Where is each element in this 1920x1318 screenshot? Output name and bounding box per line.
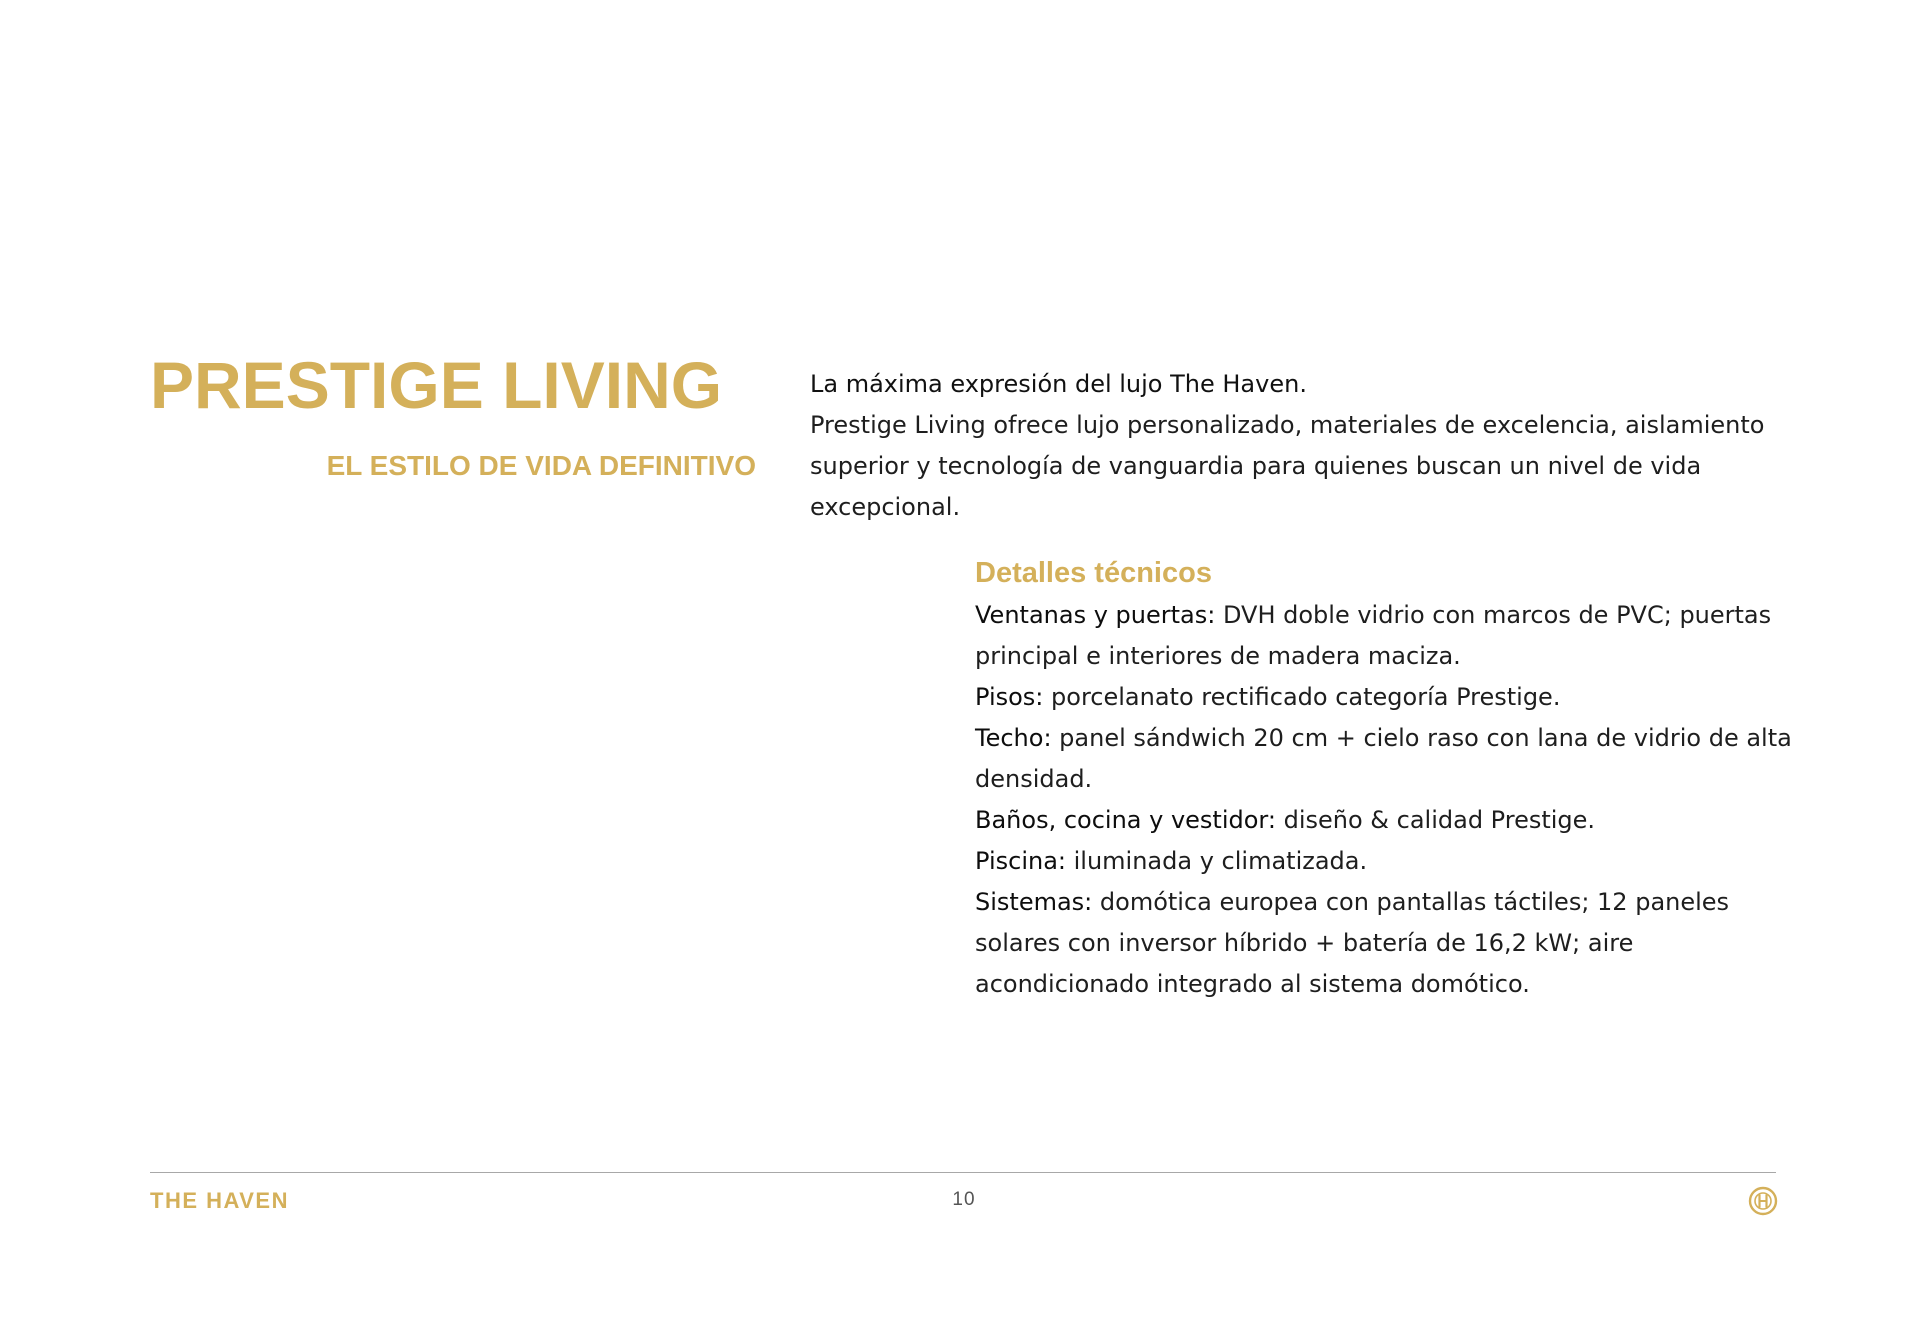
- detail-label: Sistemas:: [975, 888, 1093, 916]
- detail-text: panel sándwich 20 cm + cielo raso con lana de vidrio de alta densidad.: [975, 724, 1792, 793]
- detail-label: Techo:: [975, 724, 1052, 752]
- detail-text: diseño & calidad Prestige.: [1283, 806, 1596, 834]
- detail-item: [975, 677, 1795, 718]
- detail-item: [975, 718, 1795, 800]
- page-number: 10: [952, 1189, 976, 1210]
- detail-item: [975, 882, 1795, 1005]
- page-title: PRESTIGE LIVING: [150, 348, 723, 422]
- detail-text: iluminada y climatizada.: [1073, 847, 1368, 875]
- detail-label: Baños, cocina y vestidor:: [975, 806, 1276, 834]
- page-subtitle: EL ESTILO DE VIDA DEFINITIVO: [326, 450, 756, 481]
- footer-divider: [150, 1172, 1776, 1173]
- detail-item: [975, 595, 1795, 677]
- detail-label: Ventanas y puertas:: [975, 601, 1216, 629]
- detail-text: porcelanato rectificado categoría Prestige.: [1051, 683, 1561, 711]
- detail-item: [975, 800, 1795, 841]
- haven-monogram-icon: [1748, 1186, 1778, 1216]
- technical-details: [975, 552, 1795, 1005]
- intro-section: [810, 364, 1790, 528]
- intro-lead: La máxima expresión del lujo The Haven.: [810, 370, 1307, 398]
- detail-label: Pisos:: [975, 683, 1044, 711]
- detail-label: Piscina:: [975, 847, 1066, 875]
- intro-body: Prestige Living ofrece lujo personalizado, materiales de excelencia, aislamiento superior y tecnología de vanguardia para quienes buscan un nivel de vida excepcional.: [810, 411, 1765, 521]
- detail-item: [975, 841, 1795, 882]
- detail-text: DVH doble vidrio con marcos de PVC; puertas principal e interiores de madera maciza.: [975, 601, 1772, 670]
- footer-brand: THE HAVEN: [150, 1188, 289, 1213]
- details-heading: Detalles técnicos: [975, 557, 1212, 589]
- detail-text: domótica europea con pantallas táctiles; 12 paneles solares con inversor híbrido + batería de 16,2 kW; aire acondicionado integrado al sistema domótico.: [975, 888, 1730, 998]
